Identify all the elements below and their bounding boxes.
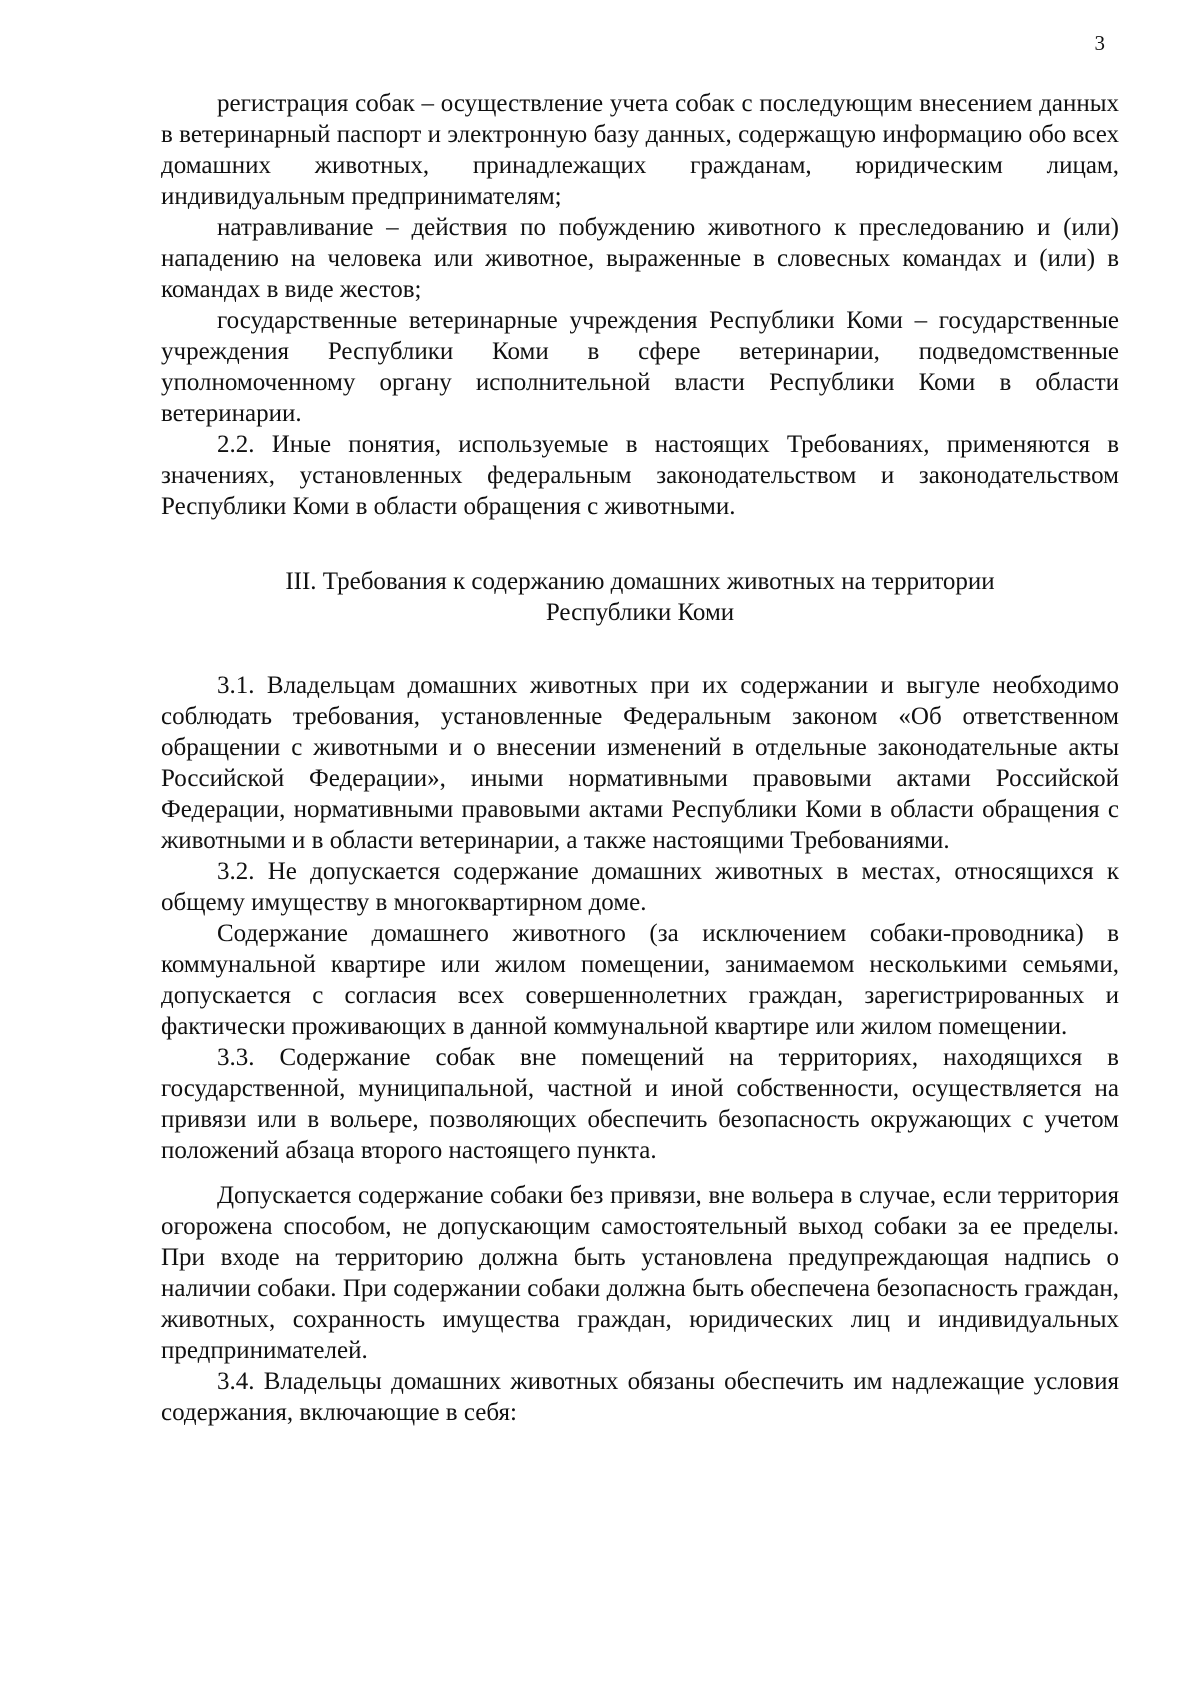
clause-3-3-paragraph-2: Допускается содержание собаки без привязи, вне вольера в случае, если территория огорожена способом, не допускающим самостоятельный выход собаки за ее пределы. При входе на территорию должна быть установлена предупреждающая надпись о наличии собаки. При содержании собаки должна быть обеспечена безопасность граждан, животных, сохранность имущества граждан, юридических лиц и индивидуальных предпринимателей. — [161, 1182, 1119, 1364]
definition-state-veterinary-institutions: государственные ветеринарные учреждения Республики Коми – государственные учреждения Республики Коми в сфере ветеринарии, подведомственные уполномоченному органу исполнительной власти Республики Коми в области ветеринарии. — [161, 307, 1119, 427]
clause-3-2-paragraph-2: Содержание домашнего животного (за исключением собаки-проводника) в коммунальной квартире или жилом помещении, занимаемом несколькими семьями, допускается с согласия всех совершеннолетних граждан, зарегистрированных и фактически проживающих в данной коммунальной квартире или жилом помещении. — [161, 920, 1119, 1040]
section-heading — [161, 566, 1119, 628]
page-number: 3 — [1094, 31, 1105, 55]
clause-2-2: 2.2. Иные понятия, используемые в настоящих Требованиях, применяются в значениях, установленных федеральным законодательством и законодательством Республики Коми в области обращения с животными. — [161, 431, 1119, 520]
definition-setting-on: натравливание – действия по побуждению животного к преследованию и (или) нападению на человека или животное, выраженные в словесных командах и (или) в командах в виде жестов; — [161, 214, 1119, 303]
definition-dog-registration: регистрация собак – осуществление учета собак с последующим внесением данных в ветеринарный паспорт и электронную базу данных, содержащую информацию обо всех домашних животных, принадлежащих гражданам, юридическим лицам, индивидуальным предпринимателям; — [161, 90, 1119, 210]
clause-3-3: 3.3. Содержание собак вне помещений на территориях, находящихся в государственной, муниципальной, частной и иной собственности, осуществляется на привязи или в вольере, позволяющих обеспечить безопасность окружающих с учетом положений абзаца второго настоящего пункта. — [161, 1044, 1119, 1164]
section-heading-line-1: III. Требования к содержанию домашних животных на территории — [285, 568, 995, 595]
clause-3-1: 3.1. Владельцам домашних животных при их содержании и выгуле необходимо соблюдать требования, установленные Федеральным законом «Об ответственном обращении с животными и о внесении изменений в отдельные законодательные акты Российской Федерации», иными нормативными правовыми актами Российской Федерации, нормативными правовыми актами Республики Коми в области обращения с животными и в области ветеринарии, а также настоящими Требованиями. — [161, 672, 1119, 854]
section-heading-line-2: Республики Коми — [545, 599, 735, 626]
clause-3-2: 3.2. Не допускается содержание домашних животных в местах, относящихся к общему имуществу в многоквартирном доме. — [161, 858, 1119, 916]
clause-3-4: 3.4. Владельцы домашних животных обязаны обеспечить им надлежащие условия содержания, включающие в себя: — [161, 1368, 1119, 1426]
document-body — [161, 88, 1119, 1428]
